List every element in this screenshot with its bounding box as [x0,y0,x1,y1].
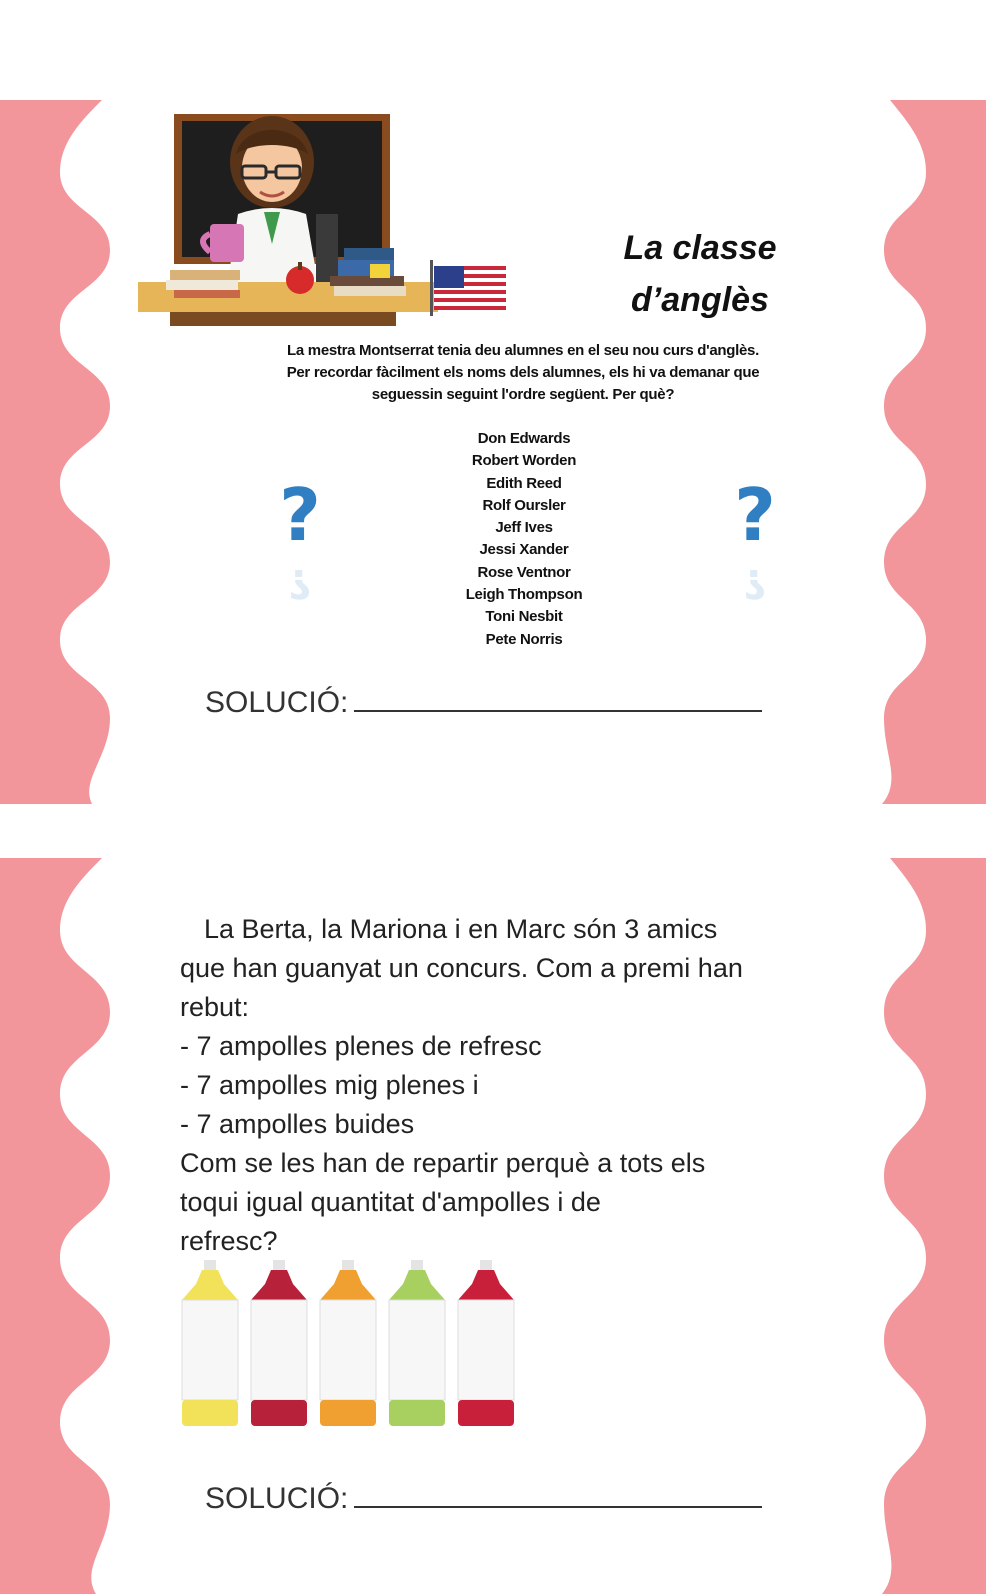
student-name: Rose Ventnor [477,563,571,581]
problem-text [180,910,820,1261]
intro-line: Per recordar fàcilment els noms dels alumnes, els hi va demanar que [286,364,760,381]
bottles-illustration [180,1260,525,1440]
intro-text [248,340,798,406]
solution-answer-field[interactable] [205,1482,762,1516]
student-name: Jessi Xander [479,541,569,559]
intro-line: La mestra Montserrat tenia deu alumnes en el seu nou curs d'anglès. [287,342,759,359]
student-name: Toni Nesbit [485,608,563,626]
problem-line: - 7 ampolles mig plenes i [180,1070,479,1100]
svg-text:?: ? [288,560,312,606]
question-mark-icon [730,482,780,612]
teacher-classroom-illustration [130,104,560,326]
problem-line: - 7 ampolles plenes de refresc [180,1031,542,1061]
scallop-border-right [882,858,986,1594]
problem-line: - 7 ampolles buides [180,1109,415,1139]
page-title [590,222,810,326]
student-name: Don Edwards [477,430,571,447]
scallop-border-left [0,858,112,1594]
problem-line: que han guanyat un concurs. Com a premi han [180,953,743,983]
student-name: Pete Norris [485,630,563,648]
bottle-icon [389,1260,445,1426]
puzzle-card-bottles [0,858,1000,1594]
intro-line: seguessin seguint l'ordre següent. Per què? [371,386,675,403]
solution-blank-line[interactable] [354,1482,762,1508]
student-name: Jeff Ives [495,519,553,537]
title-line-1: La classe [623,229,777,267]
scallop-border-right [882,100,986,804]
problem-line: refresc? [180,1226,278,1256]
problem-line: toqui igual quantitat d'ampolles i de [180,1187,601,1217]
problem-line: rebut: [180,992,250,1022]
problem-line: La Berta, la Mariona i en Marc són 3 amics [204,914,718,944]
puzzle-card-english-class [0,100,1000,804]
solution-blank-line[interactable] [354,686,762,712]
solution-label: SOLUCIÓ: [205,686,349,719]
bottle-icon [251,1260,307,1426]
bottle-icon [182,1260,238,1426]
svg-text:?: ? [734,482,776,557]
question-mark-icon [275,482,325,612]
solution-label: SOLUCIÓ: [205,1482,349,1515]
student-name: Rolf Oursler [482,496,566,514]
student-name: Edith Reed [486,474,562,492]
svg-text:?: ? [743,560,767,606]
problem-line: Com se les han de repartir perquè a tots els [180,1148,706,1178]
student-name: Robert Worden [471,452,577,470]
title-line-2: d’anglès [631,281,769,319]
svg-text:?: ? [279,482,321,557]
solution-answer-field[interactable] [205,686,762,720]
student-name: Leigh Thompson [465,586,583,604]
bottle-icon [458,1260,514,1426]
bottle-icon [320,1260,376,1426]
student-names-list [424,428,624,651]
scallop-border-left [0,100,112,804]
